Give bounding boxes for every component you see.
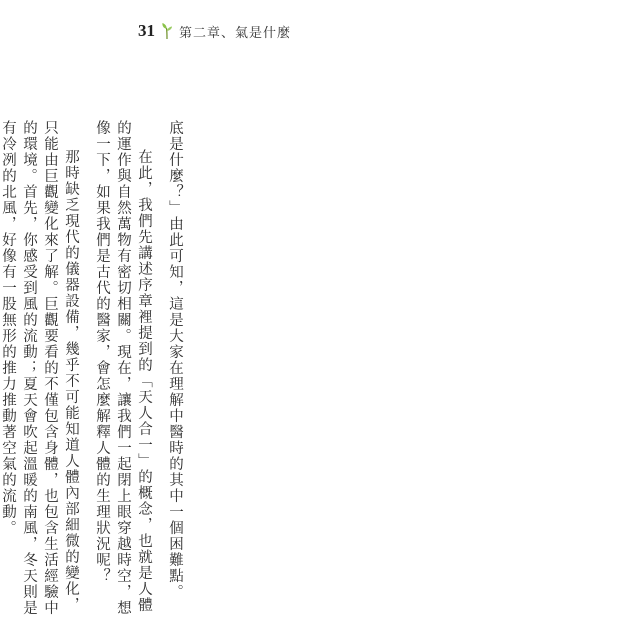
paragraph: 那時缺乏現代的儀器設備，幾乎不可能知道人體內部細微的變化，只能由巨觀變化來了解。巨觀要看的不僅包含身體，也包含生活經驗中的環境。首先，你感受到風的流動；夏天會吹起溫暖的南風，冬天則是有冷冽的北風，好像有一股無形的推力推動著空氣的流動。 <box>0 120 79 616</box>
paragraph: 在此，我們先講述序章裡提到的「天人合一」的概念，也就是人體的運作與自然萬物有密切相關。現在，讓我們一起閉上眼穿越時空，想像一下，如果我們是古代的醫家，會怎麼解釋人體的生理狀況呢？ <box>94 120 152 616</box>
page-number: 31 <box>138 21 155 40</box>
chapter-title: 第二章、氣是什麼 <box>179 25 292 41</box>
vertical-body-text <box>0 120 185 625</box>
sprout-icon <box>161 22 173 40</box>
paragraph-spacer <box>154 120 164 625</box>
running-header <box>138 18 291 44</box>
paragraph-spacer <box>81 120 91 625</box>
paragraph: 底是什麼？」由此可知，這是大家在理解中醫時的其中一個困難點。 <box>167 120 183 600</box>
